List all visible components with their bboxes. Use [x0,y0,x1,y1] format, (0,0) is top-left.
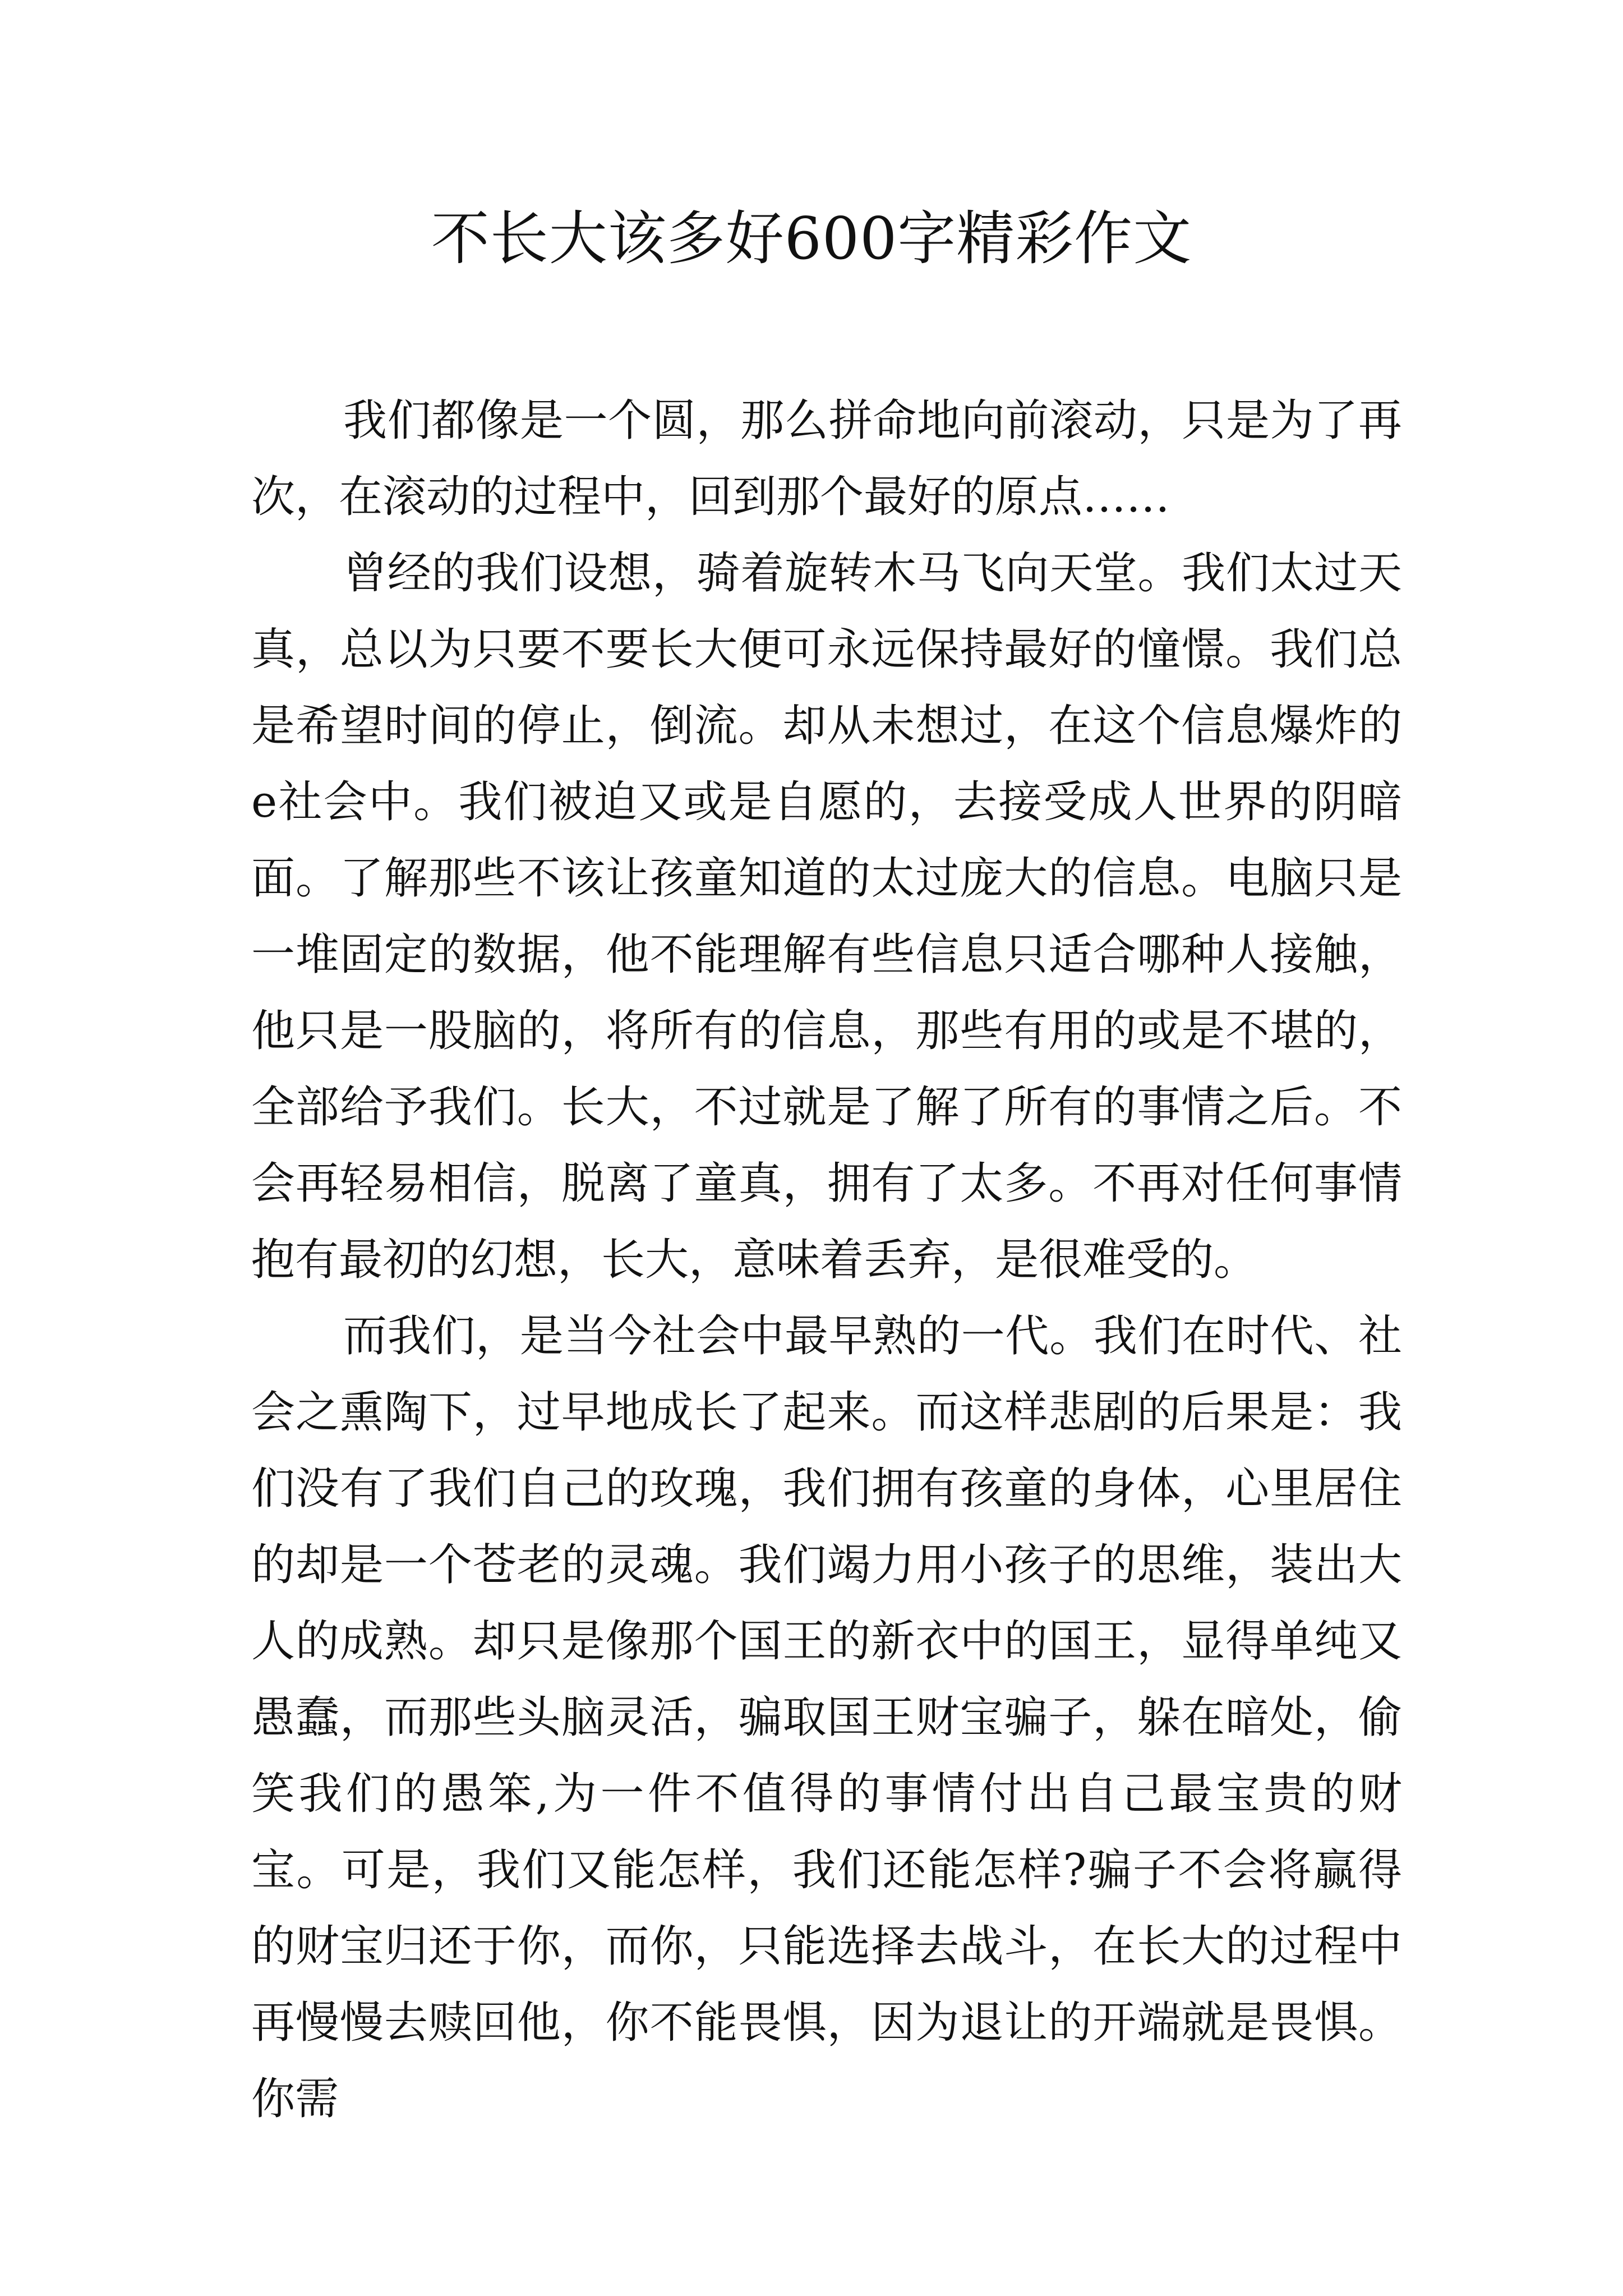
paragraph-1: 我们都像是一个圆，那么拼命地向前滚动，只是为了再次，在滚动的过程中，回到那个最好的原点…… [251,395,1402,522]
paragraph-2: 曾经的我们设想，骑着旋转木马飞向天堂。我们太过天真，总以为只要不要长大便可永远保持最好的憧憬。我们总是希望时间的停止，倒流。却从未想过，在这个信息爆炸的e社会中。我们被迫又或是自愿的，去接受成人世界的阴暗面。了解那些不该让孩童知道的太过庞大的信息。电脑只是一堆固定的数据，他不能理解有些信息只适合哪种人接触，他只是一股脑的，将所有的信息，那些有用的或是不堪的，全部给予我们。长大，不过就是了解了所有的事情之后。不会再轻易相信，脱离了童真，拥有了太多。不再对任何事情抱有最初的幻想，长大，意味着丢弃，是很难受的。 [251,548,1402,1285]
paragraph-3: 而我们，是当今社会中最早熟的一代。我们在时代、社会之熏陶下，过早地成长了起来。而这样悲剧的后果是：我们没有了我们自己的玫瑰，我们拥有孩童的身体，心里居住的却是一个苍老的灵魂。我们竭力用小孩子的思维，装出大人的成熟。却只是像那个国王的新衣中的国王，显得单纯又愚蠢，而那些头脑灵活，骗取国王财宝骗子，躲在暗处，偷笑我们的愚笨,为一件不值得的事情付出自己最宝贵的财宝。可是，我们又能怎样，我们还能怎样?骗子不会将赢得的财宝归还于你，而你，只能选择去战斗，在长大的过程中再慢慢去赎回他，你不能畏惧，因为退让的开端就是畏惧。你需 [251,1311,1402,2124]
document-body [251,383,1402,2137]
document-title: 不长大该多好600字精彩作文 [431,204,1192,273]
